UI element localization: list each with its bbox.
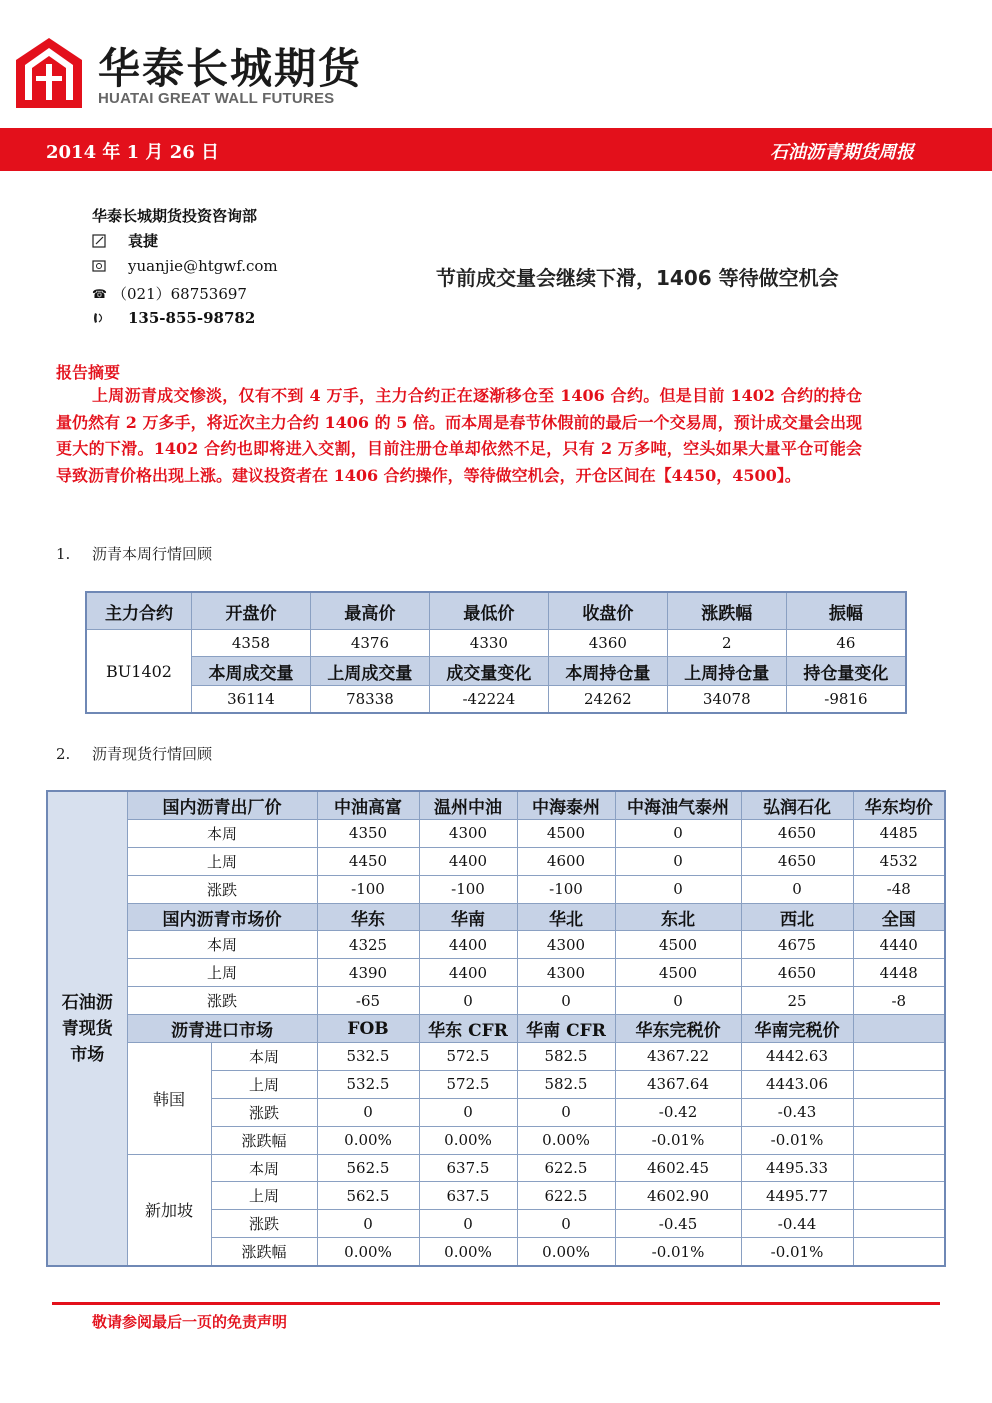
table-subheader-row — [86, 657, 906, 686]
table-cell: 0 — [317, 1210, 419, 1238]
table-subheader: 本周持仓量 — [548, 657, 667, 686]
table-cell: 622.5 — [517, 1182, 615, 1210]
table-cell: 572.5 — [419, 1043, 517, 1071]
table-row — [47, 1043, 945, 1071]
table-cell: 4500 — [615, 931, 741, 959]
table-cell: 0 — [517, 1098, 615, 1126]
contact-phone-row — [92, 283, 247, 304]
table-cell — [853, 1210, 945, 1238]
table-subheader: 成交量变化 — [429, 657, 548, 686]
table-cell — [853, 1070, 945, 1098]
table-cell: 4400 — [419, 847, 517, 875]
table-cell: 0 — [615, 875, 741, 903]
table-header: 华东完税价 — [615, 1015, 741, 1043]
market-header-row — [47, 903, 945, 931]
row-label: 本周 — [127, 819, 317, 847]
row-label: 本周 — [127, 931, 317, 959]
table-cell: 4675 — [741, 931, 853, 959]
table-cell: 0 — [517, 987, 615, 1015]
table-cell: 4442.63 — [741, 1043, 853, 1071]
table-cell: 4360 — [548, 630, 667, 657]
table-cell: -0.43 — [741, 1098, 853, 1126]
edit-icon — [92, 234, 106, 248]
summary-text: 上周沥青成交惨淡，仅有不到 4 万手，主力合约正在逐渐移仓至 1406 合约。但是目前 1402 合约的持仓量仍然有 2 万多手，将近次主力合约 1406 的 5 倍。而本周是春节休假前的最后一个交易周，预计成交量会出现更大的下滑。1402 合约也即将进入交割，目前注册仓单却依然不足，只有 2 万多吨，空头如果大量平仓可能会导致沥青价格出现上涨。建议投资者在 1406 合约操作，等待做空机会，开仓区间在【4450，4500】。 — [56, 386, 862, 485]
row-label: 涨跌幅 — [211, 1238, 317, 1266]
table-cell: 4390 — [317, 959, 419, 987]
spot-market-label — [47, 791, 127, 1266]
row-label: 上周 — [127, 847, 317, 875]
table-row — [47, 987, 945, 1015]
table-header: 主力合约 — [86, 592, 192, 630]
table-cell: 4495.77 — [741, 1182, 853, 1210]
table-cell: 0.00% — [517, 1238, 615, 1266]
table-cell: 46 — [786, 630, 906, 657]
table-cell: 4350 — [317, 819, 419, 847]
table-cell: 4500 — [615, 959, 741, 987]
table-subheader: 持仓量变化 — [786, 657, 906, 686]
brand-name-cn: 华泰长城期货 — [98, 44, 363, 93]
table-subheader: 本周成交量 — [192, 657, 311, 686]
table-cell: 4400 — [419, 931, 517, 959]
futures-table — [85, 591, 907, 714]
table-cell: 2 — [667, 630, 786, 657]
table-cell: 4602.45 — [615, 1154, 741, 1182]
row-label: 上周 — [211, 1070, 317, 1098]
table-cell: 4300 — [419, 819, 517, 847]
table-cell: 34078 — [667, 686, 786, 714]
table-cell: 78338 — [310, 686, 429, 714]
table-cell: 532.5 — [317, 1070, 419, 1098]
table-cell: 622.5 — [517, 1154, 615, 1182]
table-header: 全国 — [853, 903, 945, 931]
table-cell: 4650 — [741, 819, 853, 847]
table-cell: 4500 — [517, 819, 615, 847]
table-cell: 562.5 — [317, 1154, 419, 1182]
table-cell: 0 — [419, 1098, 517, 1126]
table-row — [86, 630, 906, 657]
disclaimer-note: 敬请参阅最后一页的免责声明 — [92, 1313, 288, 1331]
table-cell: 572.5 — [419, 1070, 517, 1098]
table-row — [86, 686, 906, 714]
table-cell: 4600 — [517, 847, 615, 875]
table-cell: 0 — [741, 875, 853, 903]
table-cell: 0.00% — [317, 1238, 419, 1266]
table-cell — [853, 1154, 945, 1182]
summary-label: 报告摘要 — [56, 363, 121, 382]
row-label: 本周 — [211, 1154, 317, 1182]
table-header: 中海泰州 — [517, 791, 615, 819]
brand-name-en: HUATAI GREAT WALL FUTURES — [98, 90, 335, 107]
table-cell: 4330 — [429, 630, 548, 657]
table-cell: 4448 — [853, 959, 945, 987]
table-cell: 4376 — [310, 630, 429, 657]
row-label: 上周 — [211, 1182, 317, 1210]
table-cell: 4650 — [741, 847, 853, 875]
table-header: 华南完税价 — [741, 1015, 853, 1043]
table-header-row — [86, 592, 906, 630]
table-cell: 0 — [615, 847, 741, 875]
mobile-icon — [92, 311, 106, 325]
table-header: 中油高富 — [317, 791, 419, 819]
table-cell: 0 — [615, 987, 741, 1015]
table-cell — [853, 1126, 945, 1154]
contact-name: 袁捷 — [128, 232, 159, 250]
table-cell: -8 — [853, 987, 945, 1015]
table-cell: -100 — [517, 875, 615, 903]
market-title: 国内沥青市场价 — [127, 903, 317, 931]
contact-mobile-row — [92, 309, 255, 327]
table-cell: 0.00% — [517, 1126, 615, 1154]
region-label: 韩国 — [127, 1043, 211, 1155]
spot-table — [46, 790, 946, 1267]
contact-mobile: 135-855-98782 — [128, 309, 256, 327]
table-cell: 4367.22 — [615, 1043, 741, 1071]
table-row — [47, 959, 945, 987]
table-cell: 4367.64 — [615, 1070, 741, 1098]
table-cell: -0.01% — [615, 1238, 741, 1266]
table-cell: 0.00% — [419, 1238, 517, 1266]
table-header: 西北 — [741, 903, 853, 931]
table-cell: 4440 — [853, 931, 945, 959]
table-row — [47, 931, 945, 959]
table-header: 收盘价 — [548, 592, 667, 630]
table-header: 中海油气泰州 — [615, 791, 741, 819]
footer-divider — [52, 1302, 940, 1305]
table-cell — [853, 1238, 945, 1266]
import-header-row — [47, 1015, 945, 1043]
table-cell: 4602.90 — [615, 1182, 741, 1210]
table-cell: 25 — [741, 987, 853, 1015]
department: 华泰长城期货投资咨询部 — [92, 207, 258, 225]
section-number: 2. — [56, 745, 71, 763]
phone-icon: ☎ — [92, 286, 107, 301]
row-label: 涨跌 — [127, 875, 317, 903]
contact-phone: （021）68753697 — [112, 285, 247, 303]
table-cell: -48 — [853, 875, 945, 903]
report-type: 石油沥青期货周报 — [770, 142, 914, 163]
table-cell: -0.45 — [615, 1210, 741, 1238]
table-cell: 4443.06 — [741, 1070, 853, 1098]
table-cell: 4532 — [853, 847, 945, 875]
table-cell — [853, 1182, 945, 1210]
table-cell: 0 — [419, 987, 517, 1015]
table-header: 最低价 — [429, 592, 548, 630]
table-row — [47, 1154, 945, 1182]
table-header: FOB — [317, 1015, 419, 1043]
side-label-text: 石油沥青现货市场 — [61, 992, 113, 1065]
table-header: 华东 — [317, 903, 419, 931]
table-header: 振幅 — [786, 592, 906, 630]
table-cell: 637.5 — [419, 1154, 517, 1182]
contact-email-row — [92, 257, 278, 275]
table-cell: 4300 — [517, 959, 615, 987]
row-label: 本周 — [211, 1043, 317, 1071]
table-cell: 4358 — [192, 630, 311, 657]
table-cell: 4450 — [317, 847, 419, 875]
contact-name-row — [92, 230, 158, 251]
table-cell — [853, 1098, 945, 1126]
region-label: 新加坡 — [127, 1154, 211, 1266]
import-title: 沥青进口市场 — [127, 1015, 317, 1043]
table-header: 东北 — [615, 903, 741, 931]
table-cell: -42224 — [429, 686, 548, 714]
table-cell: 0 — [419, 1210, 517, 1238]
table-cell — [853, 1043, 945, 1071]
row-label: 涨跌 — [211, 1210, 317, 1238]
table-header: 涨跌幅 — [667, 592, 786, 630]
section-heading-2 — [56, 743, 212, 764]
row-label: 涨跌 — [211, 1098, 317, 1126]
table-header: 华东 CFR — [419, 1015, 517, 1043]
headline: 节前成交量会继续下滑，1406 等待做空机会 — [436, 266, 839, 290]
table-cell: 24262 — [548, 686, 667, 714]
table-cell: 532.5 — [317, 1043, 419, 1071]
table-cell: 0.00% — [317, 1126, 419, 1154]
factory-title: 国内沥青出厂价 — [127, 791, 317, 819]
table-header: 弘润石化 — [741, 791, 853, 819]
table-header: 开盘价 — [192, 592, 311, 630]
section-title: 沥青本周行情回顾 — [92, 545, 213, 563]
table-header — [853, 1015, 945, 1043]
mail-icon — [92, 259, 106, 273]
table-cell: 36114 — [192, 686, 311, 714]
table-row — [47, 875, 945, 903]
table-cell: 0 — [317, 1098, 419, 1126]
table-cell: 4485 — [853, 819, 945, 847]
table-header: 华北 — [517, 903, 615, 931]
row-label: 涨跌 — [127, 987, 317, 1015]
table-cell: 4325 — [317, 931, 419, 959]
factory-header-row — [47, 791, 945, 819]
table-cell: 4650 — [741, 959, 853, 987]
table-row — [47, 847, 945, 875]
table-header: 最高价 — [310, 592, 429, 630]
table-subheader: 上周持仓量 — [667, 657, 786, 686]
table-header: 华南 — [419, 903, 517, 931]
table-cell: -100 — [419, 875, 517, 903]
table-cell: 4300 — [517, 931, 615, 959]
table-cell: 582.5 — [517, 1043, 615, 1071]
row-label: 上周 — [127, 959, 317, 987]
table-cell: 4400 — [419, 959, 517, 987]
report-date: 2014 年 1 月 26 日 — [46, 142, 220, 163]
table-cell: 582.5 — [517, 1070, 615, 1098]
table-cell: -0.01% — [741, 1126, 853, 1154]
table-subheader: 上周成交量 — [310, 657, 429, 686]
table-cell: 0 — [517, 1210, 615, 1238]
table-cell: 0 — [615, 819, 741, 847]
table-header: 温州中油 — [419, 791, 517, 819]
table-cell: -100 — [317, 875, 419, 903]
section-title: 沥青现货行情回顾 — [92, 745, 213, 763]
table-cell: 4495.33 — [741, 1154, 853, 1182]
table-cell: -0.44 — [741, 1210, 853, 1238]
contract-code: BU1402 — [86, 630, 192, 714]
table-header: 华东均价 — [853, 791, 945, 819]
huatai-logo-icon — [16, 38, 82, 108]
section-number: 1. — [56, 545, 71, 563]
section-heading-1 — [56, 543, 212, 564]
table-cell: -0.01% — [741, 1238, 853, 1266]
table-cell: -0.01% — [615, 1126, 741, 1154]
table-cell: 0.00% — [419, 1126, 517, 1154]
table-cell: -9816 — [786, 686, 906, 714]
table-row — [47, 819, 945, 847]
row-label: 涨跌幅 — [211, 1126, 317, 1154]
table-cell: 637.5 — [419, 1182, 517, 1210]
contact-email[interactable]: yuanjie@htgwf.com — [128, 257, 278, 275]
table-cell: 562.5 — [317, 1182, 419, 1210]
table-cell: -65 — [317, 987, 419, 1015]
table-cell: -0.42 — [615, 1098, 741, 1126]
table-header: 华南 CFR — [517, 1015, 615, 1043]
